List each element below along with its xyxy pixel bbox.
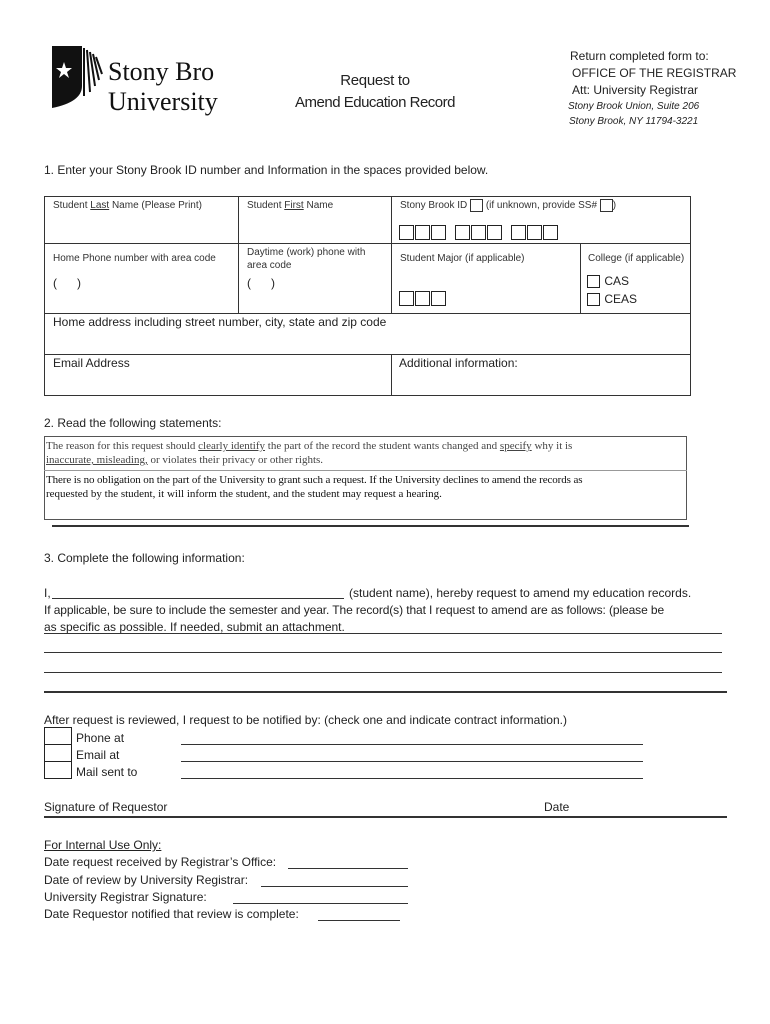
signature-label: Signature of Requestor bbox=[44, 800, 168, 814]
work-phone-label: Daytime (work) phone with area code bbox=[247, 247, 366, 271]
email-option-label: Email at bbox=[76, 748, 120, 762]
college-option-ceas[interactable]: CEAS bbox=[587, 292, 637, 306]
signature-line[interactable] bbox=[44, 816, 727, 818]
section2-heading: 2. Read the following statements: bbox=[44, 416, 222, 430]
ssn-checkbox[interactable] bbox=[600, 199, 613, 212]
email-checkbox[interactable] bbox=[45, 745, 71, 761]
additional-info-label: Additional information: bbox=[399, 356, 518, 370]
records-input-area[interactable] bbox=[44, 632, 722, 692]
phone-checkbox[interactable] bbox=[45, 728, 71, 744]
major-code-boxes[interactable] bbox=[399, 290, 447, 308]
phone-option-label: Phone at bbox=[76, 731, 125, 745]
home-phone-field[interactable]: ( ) bbox=[53, 276, 81, 290]
section1-heading: 1. Enter your Stony Brook ID number and Information in the spaces provided below. bbox=[44, 163, 489, 177]
logo-text-line1: Stony Bro bbox=[108, 57, 215, 86]
internal-use-heading: For Internal Use Only: bbox=[44, 838, 162, 852]
statement-2: There is no obligation on the part of the University to grant such a request. If the University declines to amend the records as requested by the student, it will inform the student, and the student may request a hearing. bbox=[46, 474, 583, 500]
registrar-signature-label: University Registrar Signature: bbox=[44, 890, 207, 904]
first-name-field[interactable] bbox=[239, 214, 390, 242]
last-name-label: Student Last Name (Please Print) bbox=[53, 200, 202, 211]
student-name-statement: I, bbox=[44, 586, 51, 600]
office-name: OFFICE OF THE REGISTRAR bbox=[572, 66, 737, 80]
date-label: Date bbox=[544, 800, 570, 814]
cas-checkbox[interactable] bbox=[587, 275, 600, 288]
registrar-signature-input[interactable] bbox=[233, 891, 408, 904]
date-received-label: Date request received by Registrar’s Office: bbox=[44, 855, 277, 869]
student-major-label: Student Major (if applicable) bbox=[400, 253, 525, 264]
return-address-block bbox=[560, 48, 760, 129]
return-label: Return completed form to: bbox=[570, 49, 709, 63]
mail-option-label: Mail sent to bbox=[76, 765, 138, 779]
form-title bbox=[270, 70, 480, 114]
shield-logo-icon bbox=[52, 46, 104, 108]
notification-instruction: After request is reviewed, I request to be notified by: (check one and indicate contract information.) bbox=[44, 713, 567, 727]
date-received-input[interactable] bbox=[288, 856, 408, 869]
mail-checkbox[interactable] bbox=[45, 762, 71, 778]
home-address-field[interactable] bbox=[45, 330, 690, 353]
amend-request-text: (student name), hereby request to amend my education records. bbox=[349, 586, 692, 600]
instruction-line2: as specific as possible. If needed, submit an attachment. bbox=[44, 620, 345, 634]
phone-contact-input[interactable] bbox=[181, 731, 643, 745]
additional-info-field[interactable] bbox=[392, 372, 690, 395]
stony-brook-id-label: Stony Brook ID (if unknown, provide SS# ) bbox=[400, 200, 617, 212]
date-notified-input[interactable] bbox=[318, 908, 400, 921]
college-option-cas[interactable]: CAS bbox=[587, 274, 629, 288]
work-phone-field[interactable]: ( ) bbox=[247, 276, 275, 290]
ceas-checkbox[interactable] bbox=[587, 293, 600, 306]
instruction-line1: If applicable, be sure to include the semester and year. The record(s) that I request to amend are as follows: (please be bbox=[44, 603, 665, 617]
mail-contact-input[interactable] bbox=[181, 765, 643, 779]
date-of-review-input[interactable] bbox=[261, 874, 408, 887]
section3-heading: 3. Complete the following information: bbox=[44, 551, 245, 565]
statement-1: The reason for this request should clearly identify the part of the record the student wants changed and specify why it is inaccurate, misleading, or violates their privacy or other rights. bbox=[46, 440, 573, 466]
id-number-boxes[interactable] bbox=[399, 224, 559, 242]
attention-line: Att: University Registrar bbox=[572, 83, 699, 97]
form-title-line2: Amend Education Record bbox=[295, 94, 455, 111]
email-address-field[interactable] bbox=[45, 372, 390, 395]
university-logo bbox=[52, 44, 237, 124]
first-name-label: Student First Name bbox=[247, 200, 334, 211]
email-address-label: Email Address bbox=[53, 356, 130, 370]
logo-text-line2: University bbox=[108, 88, 218, 116]
home-phone-label: Home Phone number with area code bbox=[53, 253, 216, 264]
last-name-field[interactable] bbox=[45, 214, 237, 242]
sbid-checkbox[interactable] bbox=[470, 199, 483, 212]
email-contact-input[interactable] bbox=[181, 748, 643, 762]
address-line1: Stony Brook Union, Suite 206 bbox=[568, 101, 700, 112]
section2-divider bbox=[52, 525, 689, 527]
date-of-review-label: Date of review by University Registrar: bbox=[44, 873, 249, 887]
college-label: College (if applicable) bbox=[588, 253, 685, 264]
home-address-label: Home address including street number, city, state and zip code bbox=[53, 315, 387, 329]
student-name-input[interactable] bbox=[52, 585, 344, 599]
form-title-line1: Request to bbox=[340, 72, 410, 89]
date-notified-label: Date Requestor notified that review is complete: bbox=[44, 907, 299, 921]
address-line2: Stony Brook, NY 11794-3221 bbox=[569, 116, 699, 127]
